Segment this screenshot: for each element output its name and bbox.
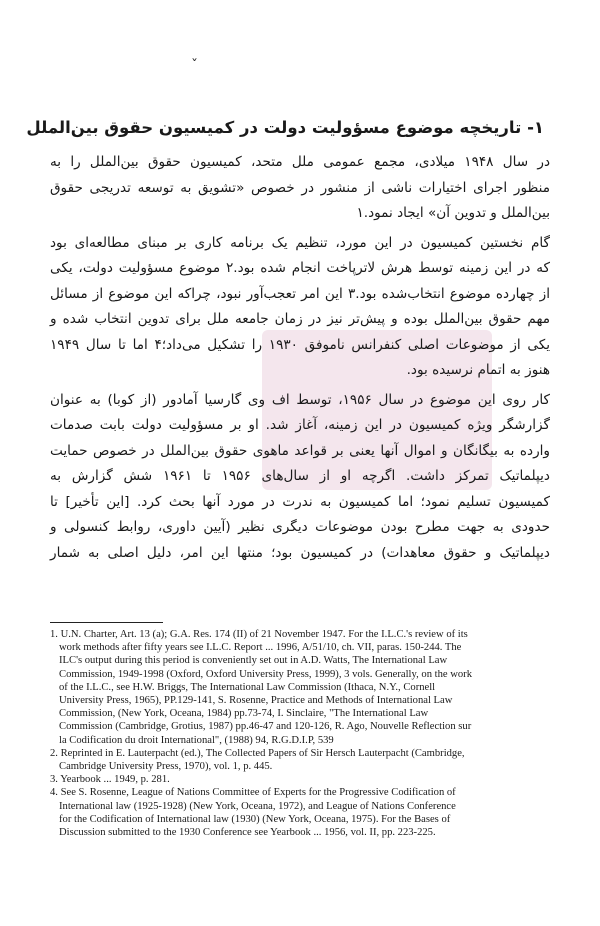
footnote-line: Commission, 1949-1998 (Oxford, Oxford University Press, 1999), 3 vols. Generally, on the work — [59, 668, 473, 680]
footnote-line: for the Codification of International law (1930) (New York, Oceana, 1975). For the Bases of — [59, 813, 451, 825]
text-line: کار روی این موضوع در سال ۱۹۵۶، توسط اف وی گارسیا آمادور (از کوبا) به عنوان — [50, 391, 550, 408]
paragraph — [50, 231, 550, 384]
footnote-1 — [50, 628, 560, 747]
footnote-line: of the I.L.C., see H.W. Briggs, The International Law Commission (Ithaca, N.Y., Cornell — [59, 681, 436, 693]
page-mark: ˇ — [191, 58, 198, 74]
text-line: کمیسیون تسلیم نمود؛ اما کمیسیون به ندرت در مورد آنها بحث کرد. [این تأخیر] تا — [50, 493, 550, 510]
text-line: یکی از موضوعات اصلی کنفرانس ناموفق ۱۹۳۰ را تشکیل می‌داد؛۴ اما تا سال ۱۹۴۹ — [50, 336, 550, 353]
paragraph — [50, 150, 550, 227]
footnote-4 — [50, 786, 560, 839]
text-line: وارده به بیگانگان و اموال آنها یعنی بر قواعد ماهوی حقوق بین‌الملل در خصوص حمایت — [50, 442, 550, 459]
footnote-line: 1. U.N. Charter, Art. 13 (a); G.A. Res. 174 (II) of 21 November 1947. For the I.L.C.'s review of its — [50, 629, 468, 640]
footnote-line: 3. Yearbook ... 1949, p. 281. — [50, 774, 170, 786]
footnote-2 — [50, 747, 560, 773]
paragraph — [50, 388, 550, 567]
footnotes — [50, 628, 560, 839]
text-line: دیپلماتیک تمرکز داشت. اگرچه او از سال‌های ۱۹۵۶ تا ۱۹۶۱ شش گزارش به — [50, 468, 550, 484]
footnote-3 — [50, 773, 560, 786]
text-line: مهم حقوق بین‌الملل بوده و پیش‌تر نیز در زمان جامعه ملل برای تدوین انتخاب شده و — [50, 311, 550, 327]
text-line: در سال ۱۹۴۸ میلادی، مجمع عمومی ملل متحد، کمیسیون حقوق بین‌الملل را به — [50, 154, 550, 170]
footnote-line: Discussion submitted to the 1930 Conference see Yearbook ... 1956, vol. II, pp. 223-225. — [59, 827, 436, 839]
footnote-line: work methods after fifty years see I.L.C. Report ... 1996, A/51/10, ch. VII, paras. 150-244. The — [59, 642, 462, 654]
text-line: از چهارده موضوع انتخاب‌شده بود.۳ این امر تعجب‌آور نبود، چراکه این موضوع از مسائل — [50, 285, 550, 302]
text-line: گام نخستین کمیسیون در این مورد، تنظیم یک برنامه کاری بر مبنای مطالعه‌ای بود — [50, 234, 550, 251]
text-line: بین‌الملل و تدوین آن» ایجاد نمود.۱ — [356, 205, 550, 221]
footnote-line: 4. See S. Rosenne, League of Nations Committee of Experts for the Progressive Codification of — [50, 787, 456, 799]
text-line: دیپلماتیک و حقوق معاهدات) در کمیسیون بود؛ منتها این امر، دلیل اصلی به شمار — [50, 544, 550, 561]
text-line: گزارشگر ویژه کمیسیون در این زمینه، آغاز شد. او بر مسؤولیت دولت بابت صدمات — [50, 417, 550, 433]
footnote-line: Commission, (New York, Oceana, 1984) pp.73-74, I. Sinclaire, "The International Law — [59, 708, 429, 720]
section-heading: ۱- تاریخچه موضوع مسؤولیت دولت در کمیسیون حقوق بین‌الملل — [26, 118, 544, 137]
body-text — [50, 150, 550, 566]
footnote-line: Commission (Cambridge, Grotius, 1987) pp.46-47 and 120-126, R. Ago, Nouvelle Reflection sur — [59, 721, 472, 733]
text-line: منظور اجرای اختیارات ناشی از منشور در خصوص «تشویق به توسعه تدریجی حقوق — [50, 179, 550, 196]
text-line: هنوز به اتمام نرسیده بود. — [406, 362, 550, 378]
text-line: که در این زمینه توسط هرش لاترپاخت انجام شده بود.۲ موضوع مسؤولیت دولت، یکی — [50, 260, 551, 276]
footnote-line: Cambridge University Press, 1970), vol. 1, p. 445. — [59, 761, 273, 773]
footnote-line: ILC's output during this period is conveniently set out in A.D. Watts, The International Law — [59, 655, 448, 667]
footnote-line: University Press, 1965), PP.129-141, S. Rosenne, Practice and Methods of International Law — [59, 695, 453, 707]
footnote-line: la Codification du droit International", (1988) 94, R.G.D.I.P, 539 — [59, 734, 334, 746]
footnote-line: 2. Reprinted in E. Lauterpacht (ed.), The Collected Papers of Sir Hersch Lauterpacht (Cambridge, — [50, 747, 465, 759]
footnote-divider — [50, 622, 163, 623]
footnote-line: International law (1925-1928) (New York, Oceana, 1972), and League of Nations Conference — [59, 800, 456, 812]
text-line: حدودی به جهت مطرح بودن موضوعات دیگری نظیر (آیین داوری، روابط کنسولی و — [50, 519, 550, 535]
